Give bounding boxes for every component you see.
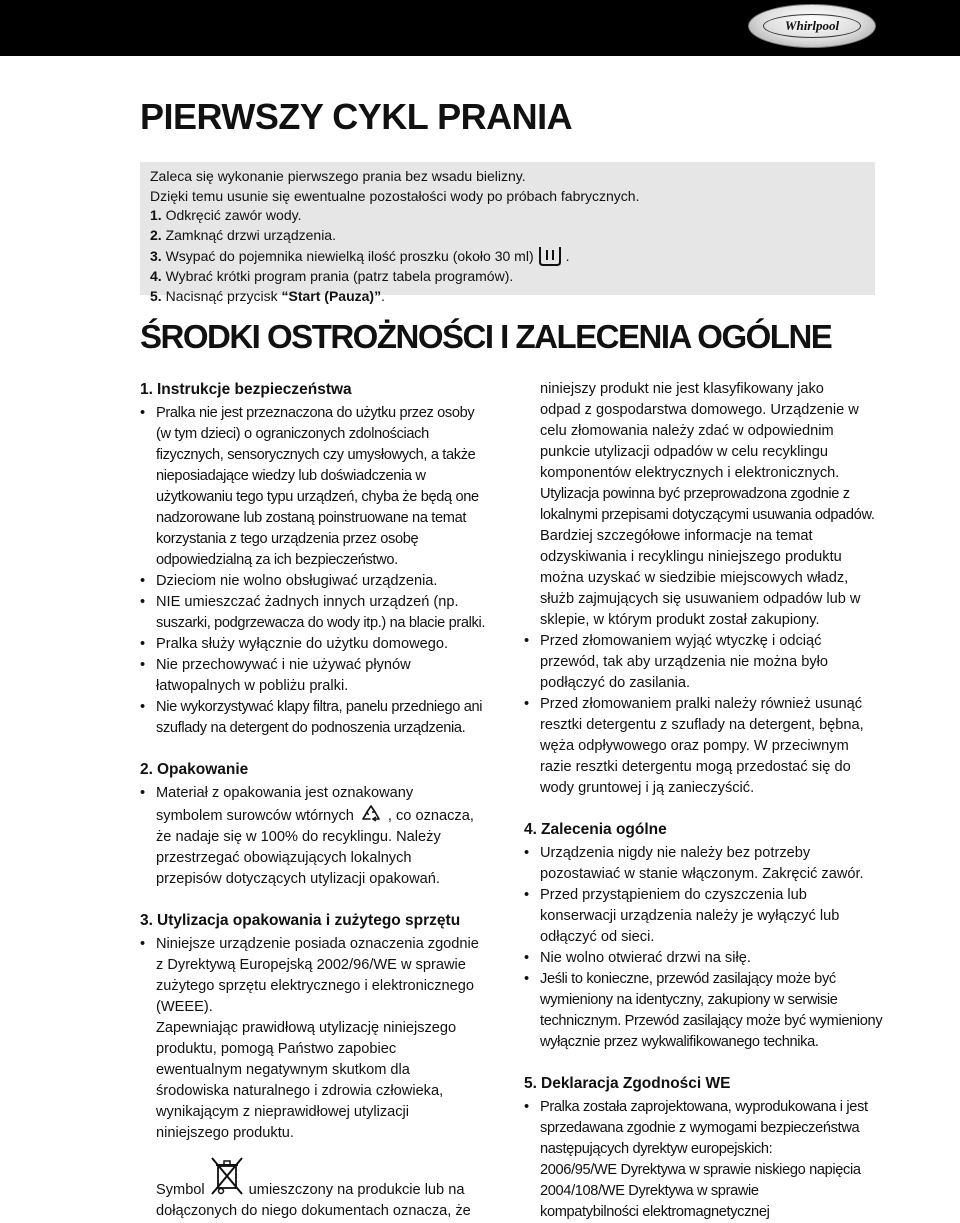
step-item: 2. Zamknąć drzwi urządzenia. xyxy=(150,226,336,243)
bullet-list xyxy=(524,843,886,1053)
intro-line: Dzięki temu usunie się ewentualne pozostałości wody po próbach fabrycznych. xyxy=(150,187,640,204)
list-item: • Nie przechowywać i nie używać płynów łatwopalnych w pobliżu pralki. xyxy=(140,655,500,697)
page-title: PIERWSZY CYKL PRANIA xyxy=(140,96,573,137)
first-wash-box xyxy=(140,162,875,304)
left-column xyxy=(140,379,500,1222)
list-item: • Pralka została zaprojektowana, wyprodukowana i jest sprzedawana zgodnie z wymogami bezpieczeństwa następujących dyrektyw europejskich: 2006/95/WE Dyrektywa w sprawie niskiego napięcia 2004/108/WE Dyrektywa w sprawie kompatybilności elektromagnetycznej xyxy=(524,1097,886,1223)
bullet-list xyxy=(524,1097,886,1223)
whirlpool-logo xyxy=(748,4,876,48)
detergent-compartment-icon xyxy=(538,245,562,267)
list-item: • NIE umieszczać żadnych innych urządzeń (np. suszarki, podgrzewacza do wody itp.) na blacie pralki. xyxy=(140,592,500,634)
list-item: • Pralka nie jest przeznaczona do użytku przez osoby (w tym dzieci) o ograniczonych zdolnościach fizycznych, sensorycznych czy umysłowych, a także nieposiadające wiedzy lub doświadczenia w użytkowaniu tego typu urządzeń, chyba że będą one nadzorowane lub zostaną poinstruowane na temat korzystania z tego urządzenia przez osobę odpowiedzialną za ich bezpieczeństwo. xyxy=(140,403,500,571)
list-item: • Urządzenia nigdy nie należy bez potrzeby pozostawiać w stanie włączonym. Zakręcić zawór. xyxy=(524,843,886,885)
step-item: 5. Nacisnąć przycisk “Start (Pauza)”. xyxy=(150,287,385,304)
section-title: ŚRODKI OSTROŻNOŚCI I ZALECENIA OGÓLNE xyxy=(140,318,832,355)
list-item: • Materiał z opakowania jest oznakowany symbolem surowców wtórnych , co oznacza, że nadaje się w 100% do recyklingu. Należy przestrzegać obowiązujących lokalnych przepisów dotyczących utylizacji opakowań. xyxy=(140,783,500,890)
bullet-list xyxy=(524,631,886,799)
list-item: • Niniejsze urządzenie posiada oznaczenia zgodnie z Dyrektywą Europejską 2002/96/WE w sprawie zużytego sprzętu elektrycznego i elektronicznego (WEEE). Zapewniając prawidłową utylizację niniejszego produktu, pomogą Państwo zapobiec ewentualnym negatywnym skutkom dla środowiska naturalnego i zdrowia człowieka, wynikającym z nieprawidłowej utylizacji niniejszego produktu. xyxy=(140,934,500,1144)
list-item: • Przed złomowaniem wyjąć wtyczkę i odciąć przewód, tak aby urządzenia nie można było podłączyć do zasilania. xyxy=(524,631,886,694)
subsection-heading: 3. Utylizacja opakowania i zużytego sprzętu xyxy=(140,912,461,929)
subsection-heading: 4. Zalecenia ogólne xyxy=(524,821,667,838)
step-item: 1. Odkręcić zawór wody. xyxy=(150,207,302,223)
subsection-heading: 2. Opakowanie xyxy=(140,761,249,778)
list-item: • Przed złomowaniem pralki należy również usunąć resztki detergentu z szuflady na detergent, bębna, węża odpływowego oraz pompy. W przeciwnym razie resztki detergentu mogą przedostać się do wody gruntowej i ją zanieczyścić. xyxy=(524,694,886,799)
step-item: 3. Wsypać do pojemnika niewielką ilość proszku (około 30 ml) . xyxy=(150,245,865,267)
list-item: • Nie wolno otwierać drzwi na siłę. xyxy=(524,948,886,969)
right-column xyxy=(524,379,886,1223)
header-bar xyxy=(0,0,960,56)
subsection-heading: 1. Instrukcje bezpieczeństwa xyxy=(140,381,352,398)
bullet-list xyxy=(140,934,500,1144)
weee-symbol-row: Symbol umieszczony na produkcie lub na dołączonych do niego dokumentach oznacza, że xyxy=(140,1154,500,1222)
list-item: • Pralka służy wyłącznie do użytku domowego. xyxy=(140,634,500,655)
list-item: • Jeśli to konieczne, przewód zasilający może być wymieniony na identyczny, zakupiony w serwisie technicznym. Przewód zasilający może być wymieniony wyłącznie przez wykwalifikowanego technika. xyxy=(524,969,886,1053)
bullet-list xyxy=(140,783,500,890)
intro-line: Zaleca się wykonanie pierwszego prania bez wsadu bielizny. xyxy=(150,168,526,184)
subsection-heading: 5. Deklaracja Zgodności WE xyxy=(524,1075,731,1092)
weee-continued: niniejszy produkt nie jest klasyfikowany jako odpad z gospodarstwa domowego. Urządzenie w celu złomowania należy zdać w odpowiednim punkcie utylizacji odpadów w celu recyklingu komponentów elektrycznych i elektronicznych. Utylizacja powinna być przeprowadzona zgodnie z lokalnymi przepisami dotyczącymi usuwania odpadów. Bardziej szczegółowe informacje na temat odzyskiwania i recyklingu niniejszego produktu można uzyskać w siedzibie miejscowych władz, służb zajmujących się usuwaniem odpadów lub w sklepie, w którym produkt został zakupiony. xyxy=(540,381,875,628)
crossed-bin-icon xyxy=(207,1154,247,1198)
list-item: • Nie wykorzystywać klapy filtra, panelu przedniego ani szuflady na detergent do podnoszenia urządzenia. xyxy=(140,697,500,739)
recycling-icon xyxy=(360,804,382,824)
step-item: 4. Wybrać krótki program prania (patrz tabela programów). xyxy=(150,268,514,284)
list-item: • Przed przystąpieniem do czyszczenia lub konserwacji urządzenia należy je wyłączyć lub odłączyć od sieci. xyxy=(524,885,886,948)
list-item: • Dzieciom nie wolno obsługiwać urządzenia. xyxy=(140,571,500,592)
bullet-list xyxy=(140,403,500,739)
logo-text: Whirlpool xyxy=(763,14,861,38)
